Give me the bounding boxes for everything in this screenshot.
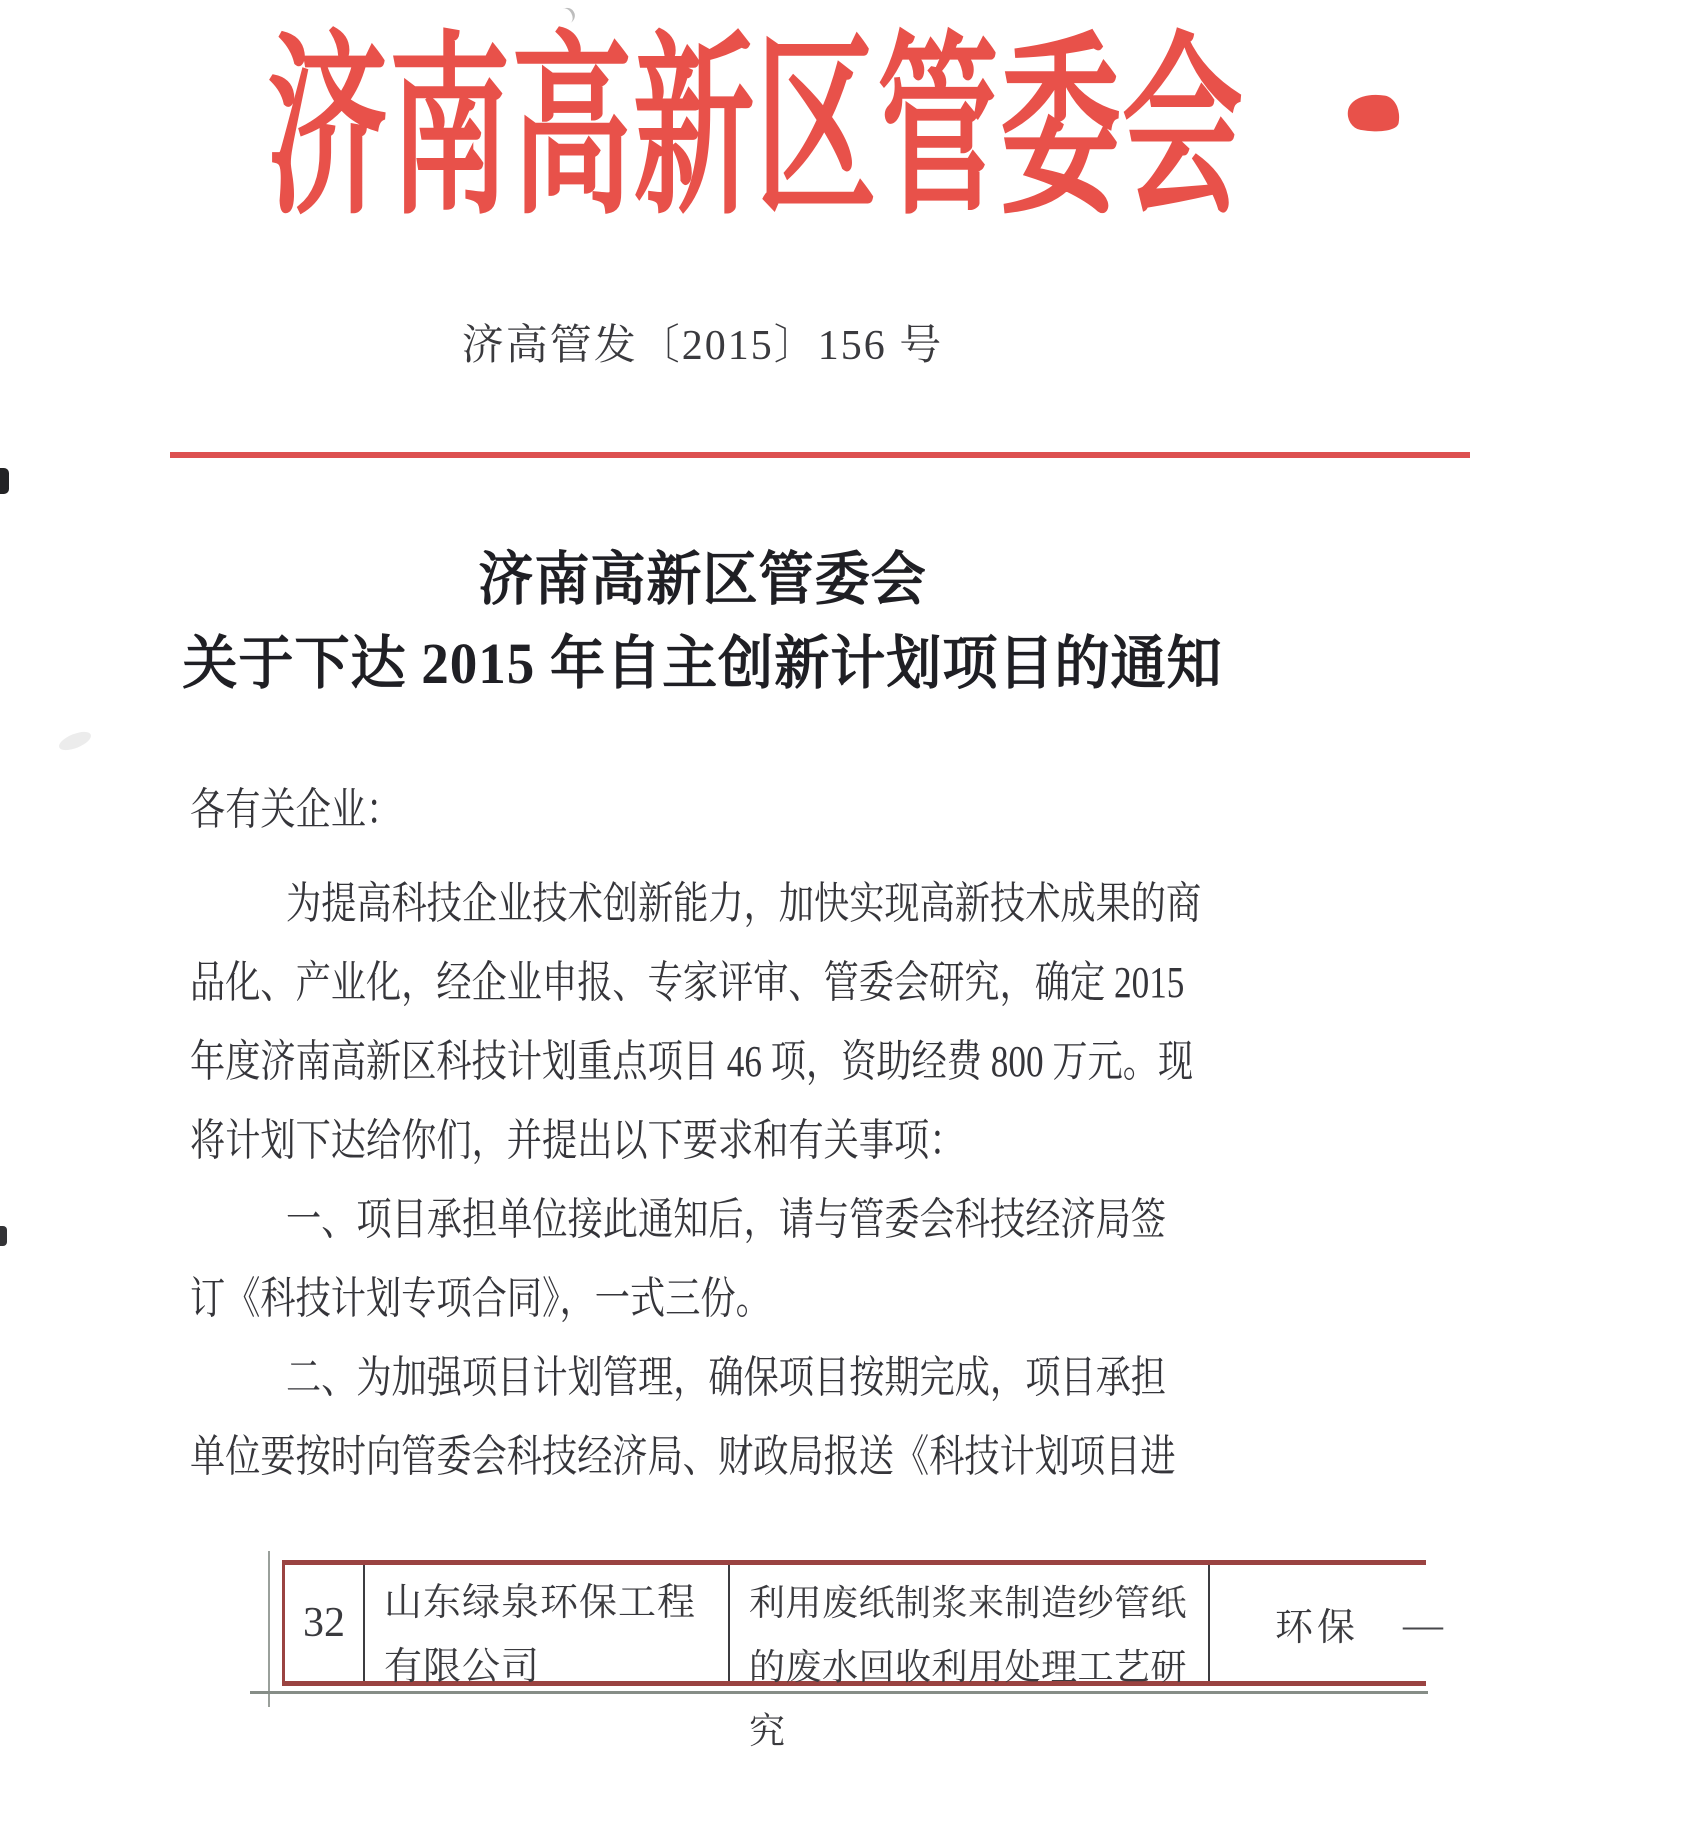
salutation: 各有关企业： <box>190 785 402 834</box>
table-cell-category: 环保 <box>1274 1606 1359 1649</box>
body-line: 将计划下达给你们，并提出以下要求和有关事项： <box>190 1116 965 1165</box>
notice-title-line-2: 关于下达 2015 年自主创新计划项目的通知 <box>182 631 1223 696</box>
body-line: 为提高科技企业技术创新能力，加快实现高新技术成果的商 <box>286 879 1202 928</box>
red-divider-rule <box>170 452 1470 458</box>
body-line: 单位要按时向管委会科技经济局、财政局报送《科技计划项目进 <box>190 1432 1176 1481</box>
scan-artifact-left-edge-tick <box>0 1226 7 1246</box>
table-cell-project-title: 利用废纸制浆来制造纱管纸的废水回收利用处理工艺研究 <box>749 1583 1188 1751</box>
body-line: 一、项目承担单位接此通知后，请与管委会科技经济局签 <box>286 1195 1166 1244</box>
scan-artifact-red-speck <box>1345 90 1403 136</box>
body-line: 年度济南高新区科技计划重点项目 46 项，资助经费 800 万元。现 <box>190 1037 1194 1086</box>
body-line: 二、为加强项目计划管理，确保项目按期完成，项目承担 <box>286 1353 1166 1402</box>
notice-title-line-1: 济南高新区管委会 <box>478 547 927 612</box>
table-left-gray-line <box>268 1551 270 1707</box>
notice-body <box>190 864 1638 1496</box>
doc-number: 济高管发〔2015〕156 号 <box>461 323 944 369</box>
body-line: 订《科技计划专项合同》，一式三份。 <box>190 1274 771 1323</box>
table-cell-row-number: 32 <box>303 1600 345 1646</box>
scan-artifact-smudge <box>57 728 94 754</box>
scan-artifact-left-edge-tick <box>0 468 9 494</box>
projects-table-row <box>282 1560 1443 1751</box>
body-line: 品化、产业化，经企业申报、专家评审、管委会研究，确定 2015 <box>190 958 1185 1007</box>
table-bottom-gray-line <box>250 1691 1428 1694</box>
masthead-org-name: 济南高新区管委会 <box>266 22 1245 238</box>
table-column-divider <box>363 1565 365 1681</box>
table-column-divider <box>728 1565 730 1681</box>
table-cell-truncated-value: — <box>1403 1602 1443 1647</box>
table-cell-company: 山东绿泉环保工程有限公司 <box>384 1582 697 1688</box>
